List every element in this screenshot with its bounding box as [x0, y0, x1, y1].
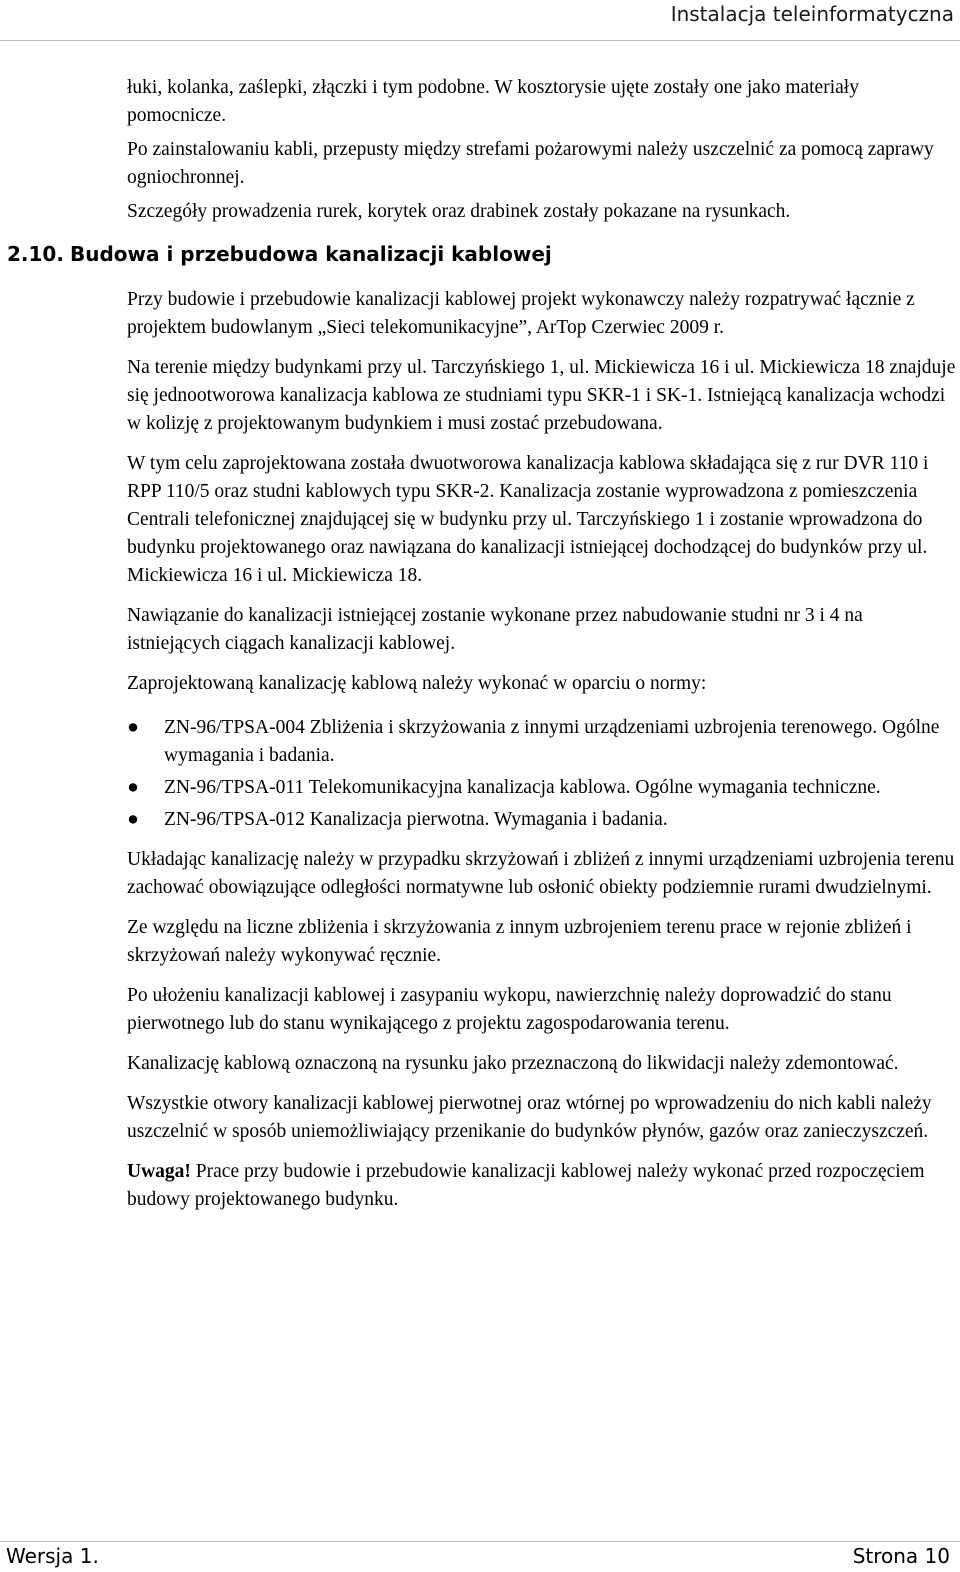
- bullet-icon: ●: [127, 777, 139, 798]
- norm-text: ZN-96/TPSA-012 Kanalizacja pierwotna. Wymagania i badania.: [164, 809, 668, 830]
- norms-list: [127, 714, 957, 834]
- section-title: Budowa i przebudowa kanalizacji kablowej: [70, 242, 552, 266]
- list-item: [127, 806, 957, 834]
- bullet-icon: ●: [127, 809, 139, 830]
- section-number: 2.10.: [7, 242, 64, 266]
- norm-text: ZN-96/TPSA-011 Telekomunikacyjna kanalizacja kablowa. Ogólne wymagania techniczne.: [164, 777, 881, 798]
- body-paragraph: Zaprojektowaną kanalizację kablową należy wykonać w oparciu o normy:: [127, 673, 707, 694]
- intro-paragraph: Po zainstalowaniu kabli, przepusty między strefami pożarowymi należy uszczelnić za pomocą zaprawy ogniochronnej.: [127, 139, 934, 188]
- intro-paragraph: Szczegóły prowadzenia rurek, korytek oraz drabinek zostały pokazane na rysunkach.: [127, 201, 791, 222]
- body-paragraph: Układając kanalizację należy w przypadku skrzyżowań i zbliżeń z innymi urządzeniami uzbrojenia terenu zachować obowiązujące odległości normatywne lub osłonić obiekty podziemnie rurami dwudzielnymi.: [127, 849, 955, 898]
- body-paragraph: Ze względu na liczne zbliżenia i skrzyżowania z innym uzbrojeniem terenu prace w rejonie zbliżeń i skrzyżowań należy wykonywać ręcznie.: [127, 917, 912, 966]
- body-paragraph: Nawiązanie do kanalizacji istniejącej zostanie wykonane przez nabudowanie studni nr 3 i 4 na istniejących ciągach kanalizacji kablowej.: [127, 605, 863, 654]
- body-paragraph: Wszystkie otwory kanalizacji kablowej pierwotnej oraz wtórnej po wprowadzeniu do nich kabli należy uszczelnić w sposób uniemożliwiający przenikanie do budynków płynów, gazów oraz zanieczyszczeń.: [127, 1093, 932, 1142]
- body-paragraph: Przy budowie i przebudowie kanalizacji kablowej projekt wykonawczy należy rozpatrywać łącznie z projektem budowlanym „Sieci telekomunikacyjne”, ArTop Czerwiec 2009 r.: [127, 289, 915, 338]
- body-paragraph: Po ułożeniu kanalizacji kablowej i zasypaniu wykopu, nawierzchnię należy doprowadzić do stanu pierwotnego lub do stanu wynikającego z projektu zagospodarowania terenu.: [127, 985, 892, 1034]
- section-heading: [7, 240, 957, 268]
- intro-paragraph: łuki, kolanka, zaślepki, złączki i tym podobne. W kosztorysie ujęte zostały one jako materiały pomocnicze.: [127, 77, 859, 126]
- list-item: [127, 774, 957, 802]
- warning-label: Uwaga!: [127, 1161, 191, 1182]
- running-header: [0, 0, 960, 41]
- bullet-icon: ●: [127, 717, 139, 738]
- version-label: Wersja 1.: [6, 1544, 99, 1568]
- body-paragraph: Kanalizację kablową oznaczoną na rysunku jako przeznaczoną do likwidacji należy zdemontować.: [127, 1053, 899, 1074]
- running-footer: [0, 1541, 960, 1572]
- body-paragraph: W tym celu zaprojektowana została dwuotworowa kanalizacja kablowa składająca się z rur DVR 110 i RPP 110/5 oraz studni kablowych typu SKR-2. Kanalizacja zostanie wyprowadzona z pomieszczenia Centrali telefonicznej znajdującej się w budynku przy ul. Tarczyńskiego 1 i zostanie wprowadzona do budynku projektowanego oraz nawiązana do kanalizacji istniejącej dochodzącej do budynków przy ul. Mickiewicza 16 i ul. Mickiewicza 18.: [127, 453, 929, 586]
- list-item: [127, 714, 957, 770]
- warning-text: Prace przy budowie i przebudowie kanalizacji kablowej należy wykonać przed rozpoczęciem budowy projektowanego budynku.: [127, 1161, 925, 1210]
- norm-text: ZN-96/TPSA-004 Zbliżenia i skrzyżowania z innymi urządzeniami uzbrojenia terenowego. Ogólne wymagania i badania.: [164, 717, 940, 766]
- page-content: [7, 74, 957, 1226]
- body-paragraph: Na terenie między budynkami przy ul. Tarczyńskiego 1, ul. Mickiewicza 16 i ul. Mickiewicza 18 znajduje się jednootworowa kanalizacja kablowa ze studniami typu SKR-1 i SK-1. Istniejącą kanalizacja wchodzi w kolizję z projektowanym budynkiem i musi zostać przebudowana.: [127, 357, 956, 434]
- page-number: Strona 10: [852, 1544, 950, 1568]
- document-title: Instalacja teleinformatyczna: [670, 2, 954, 26]
- warning-paragraph: [127, 1158, 957, 1214]
